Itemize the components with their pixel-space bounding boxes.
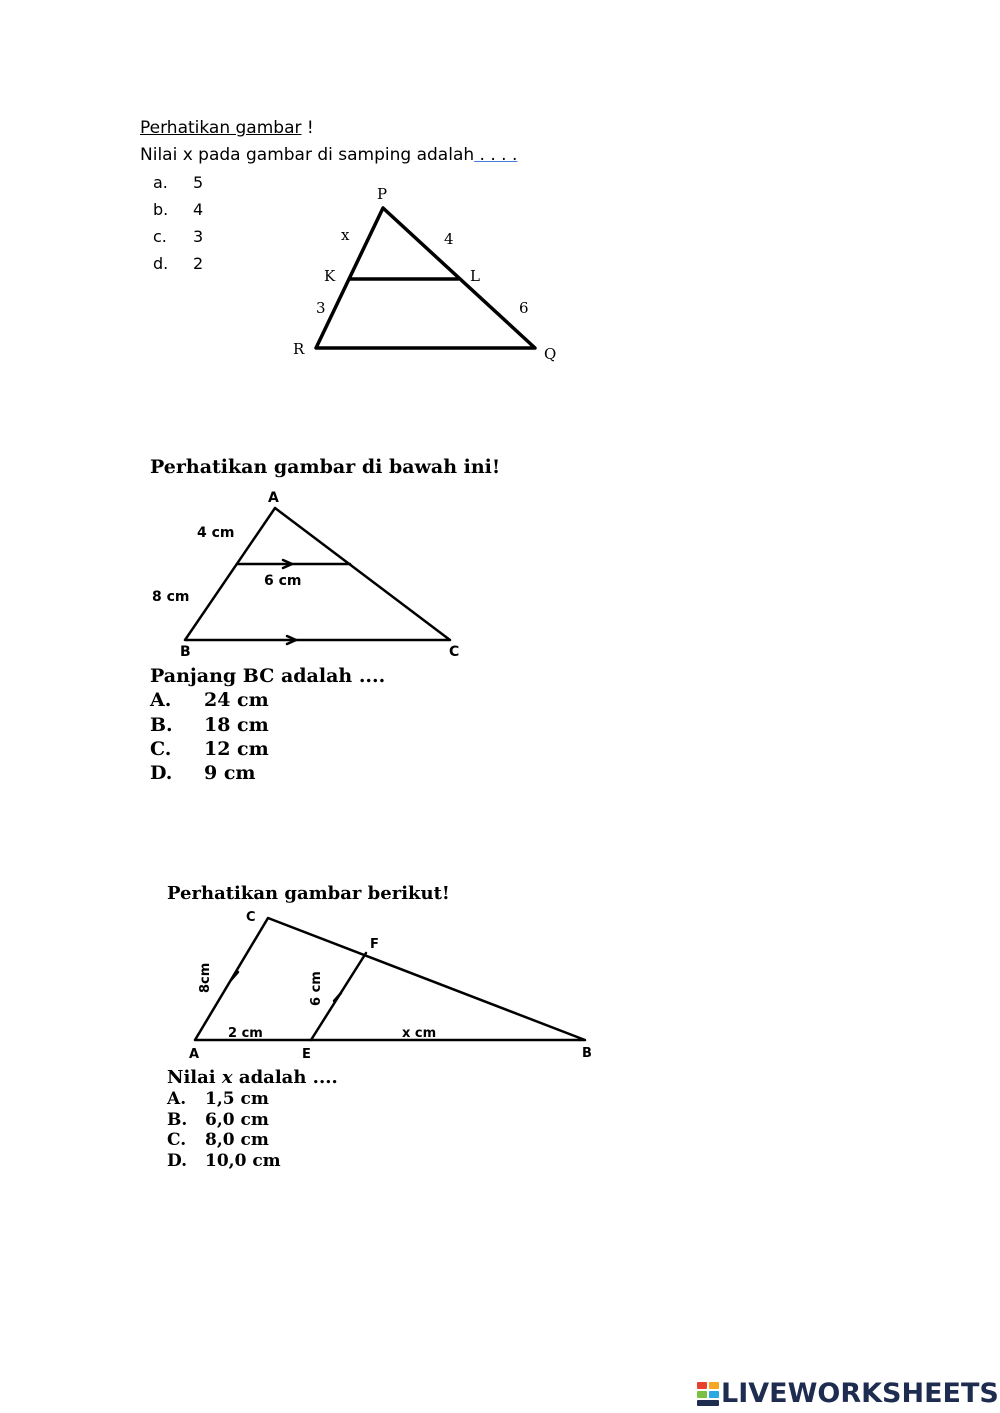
q1-label-kr: 3 xyxy=(316,299,326,317)
q3-label-a: A xyxy=(189,1047,200,1062)
q1-option-value: 2 xyxy=(193,254,204,273)
q1-title-text: Perhatikan gambar xyxy=(140,118,302,138)
q2-title: Perhatikan gambar di bawah ini! xyxy=(150,456,501,478)
q2-option-value: 18 cm xyxy=(204,714,269,736)
q2-label-c: C xyxy=(449,644,460,660)
q2-question: Panjang BC adalah .... xyxy=(150,665,386,687)
q2-option-letter: C. xyxy=(150,738,172,760)
q3-option-value: 6,0 cm xyxy=(205,1110,269,1130)
q2-label-a: A xyxy=(268,490,279,506)
q3-question-post: adalah .... xyxy=(232,1067,338,1088)
q1-option-value: 5 xyxy=(193,173,204,192)
q3-label-ac: 8cm xyxy=(198,962,213,993)
q3-label-e: E xyxy=(302,1047,311,1062)
q1-option-letter: b. xyxy=(153,200,169,219)
q1-label-q: Q xyxy=(544,345,557,363)
q2-label-upper: 4 cm xyxy=(197,525,235,541)
q3-label-f: F xyxy=(370,937,379,952)
q2-label-b: B xyxy=(180,644,191,660)
q3-label-c: C xyxy=(246,910,256,925)
q2-option-value: 12 cm xyxy=(204,738,269,760)
q1-title-mark: ! xyxy=(301,118,314,138)
q1-label-r: R xyxy=(293,340,305,358)
q3-option-letter: B. xyxy=(167,1110,188,1130)
q3-question xyxy=(167,1067,338,1088)
q3-option-letter: C. xyxy=(167,1130,187,1150)
q2-option-value: 9 cm xyxy=(204,762,256,784)
q1-question-dots: . . . . xyxy=(474,145,518,165)
q3-option-letter: A. xyxy=(167,1089,187,1109)
q1-label-lq: 6 xyxy=(519,299,529,317)
q3-option-c[interactable] xyxy=(167,1130,269,1150)
q1-question-text: Nilai x pada gambar di samping adalah xyxy=(140,145,475,165)
q3-option-a[interactable] xyxy=(167,1089,269,1109)
q2-option-letter: D. xyxy=(150,762,173,784)
q2-option-letter: B. xyxy=(150,714,173,736)
q3-label-ae: 2 cm xyxy=(228,1026,263,1041)
q3-question-var: x xyxy=(221,1067,233,1088)
q1-label-pl: 4 xyxy=(444,230,454,248)
q3-option-value: 8,0 cm xyxy=(205,1130,269,1150)
q2-option-letter: A. xyxy=(150,689,172,711)
q3-option-letter: D. xyxy=(167,1151,188,1171)
q3-label-b: B xyxy=(582,1046,592,1061)
q1-label-x: x xyxy=(341,226,350,244)
q1-option-letter: a. xyxy=(153,173,168,192)
q3-option-b[interactable] xyxy=(167,1110,269,1130)
q2-label-lower: 8 cm xyxy=(152,589,190,605)
q3-triangle-acb xyxy=(195,918,585,1040)
q1-option-letter: d. xyxy=(153,254,169,273)
q1-option-value: 4 xyxy=(193,200,204,219)
q2-option-value: 24 cm xyxy=(204,689,269,711)
q3-title: Perhatikan gambar berikut! xyxy=(167,883,450,904)
q1-option-value: 3 xyxy=(193,227,204,246)
q1-option-letter: c. xyxy=(153,227,167,246)
q3-question-pre: Nilai xyxy=(167,1067,222,1088)
liveworksheets-logo xyxy=(697,1378,999,1409)
q3-label-ef: 6 cm xyxy=(309,971,324,1006)
liveworksheets-logo-icon xyxy=(697,1380,721,1408)
q1-label-k: K xyxy=(324,267,336,285)
q1-label-l: L xyxy=(470,267,480,285)
q3-option-value: 10,0 cm xyxy=(205,1151,281,1171)
q3-option-d[interactable] xyxy=(167,1151,281,1171)
q2-label-mid: 6 cm xyxy=(264,573,302,589)
liveworksheets-logo-text: LIVEWORKSHEETS xyxy=(721,1378,999,1409)
q3-option-value: 1,5 cm xyxy=(205,1089,269,1109)
q1-label-p: P xyxy=(377,185,388,203)
q3-label-eb: x cm xyxy=(402,1026,437,1041)
